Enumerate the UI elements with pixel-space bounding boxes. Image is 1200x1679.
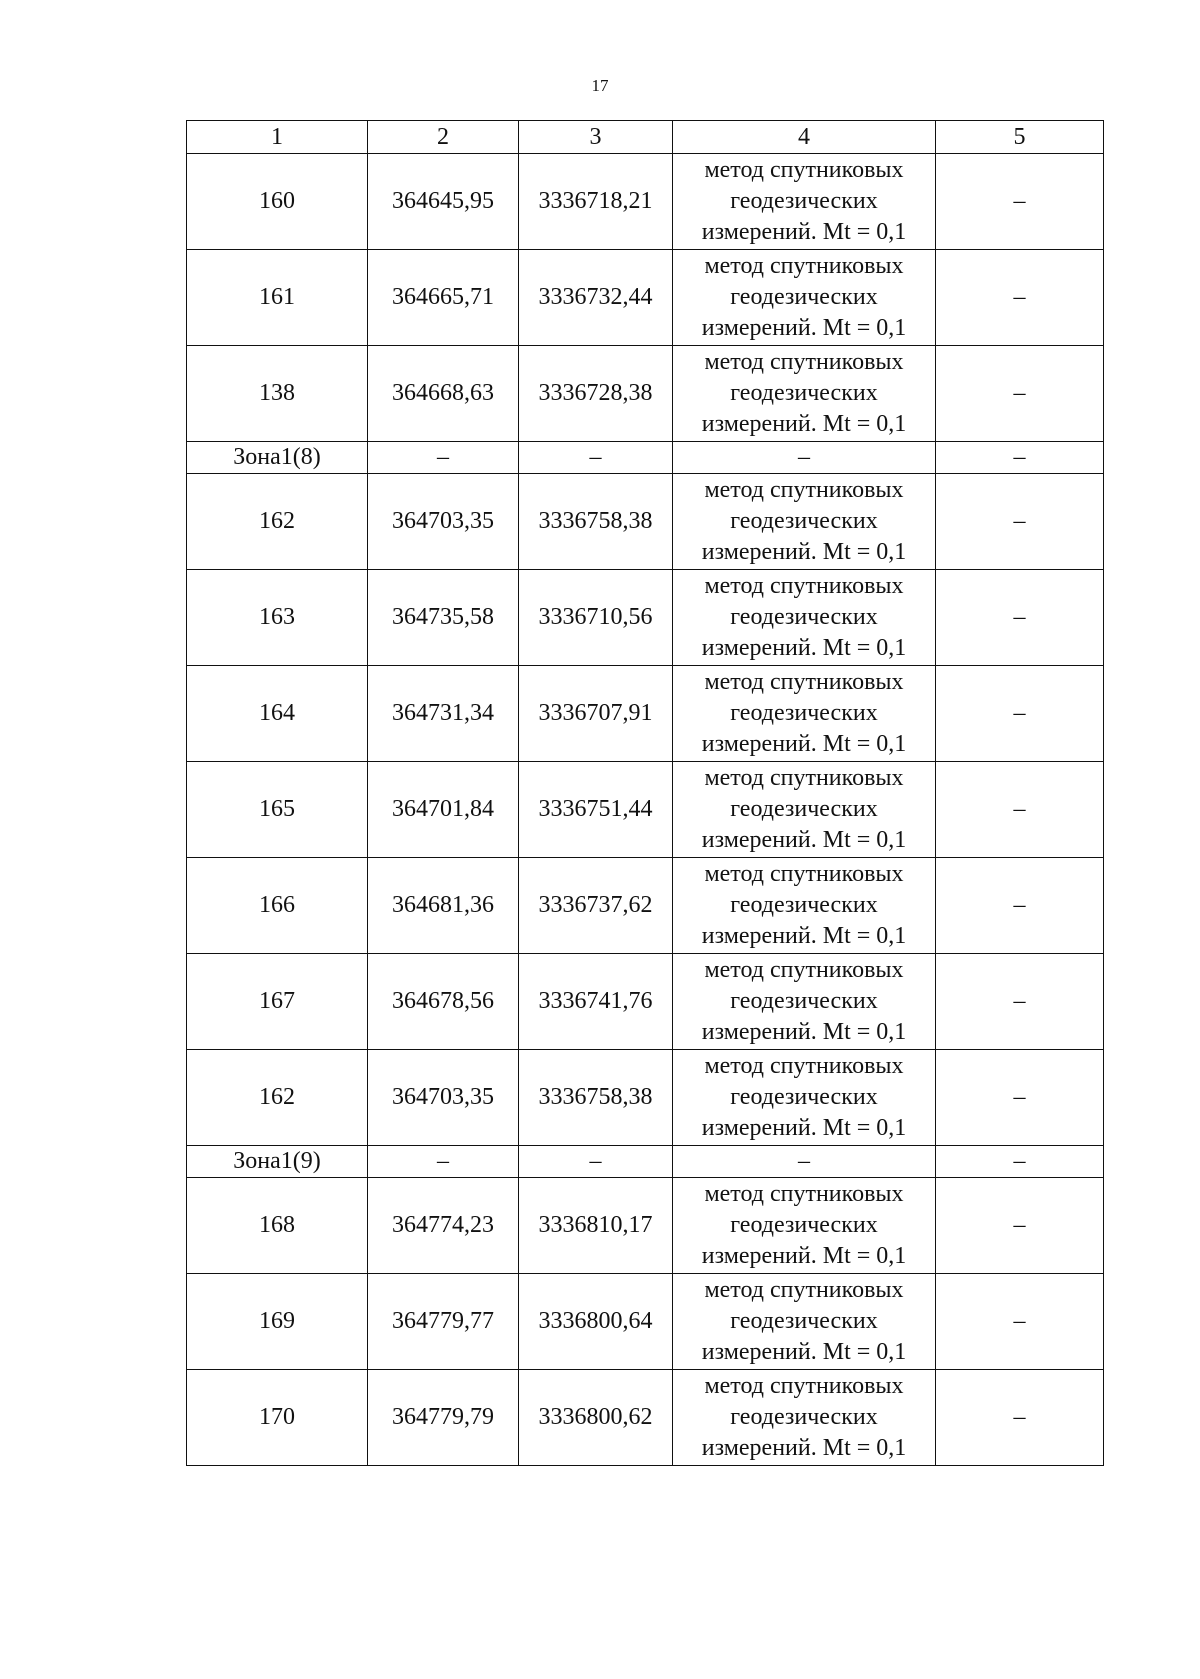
note-cell: – xyxy=(936,666,1104,762)
x-coordinate-cell: 364645,95 xyxy=(368,154,519,250)
point-number-cell: 167 xyxy=(187,954,368,1050)
method-cell xyxy=(673,154,936,250)
x-coordinate-cell: 364701,84 xyxy=(368,762,519,858)
method-text: метод спутниковых геодезических измерений. Mt = 0,1 xyxy=(701,477,907,565)
method-cell xyxy=(673,1370,936,1466)
table-row xyxy=(187,154,1104,250)
y-coordinate-cell: 3336732,44 xyxy=(519,250,673,346)
method-cell xyxy=(673,762,936,858)
method-cell xyxy=(673,1178,936,1274)
y-coordinate-cell: 3336718,21 xyxy=(519,154,673,250)
y-coordinate-cell: 3336810,17 xyxy=(519,1178,673,1274)
column-header: 5 xyxy=(936,121,1104,154)
zone-label-cell: Зона1(9) xyxy=(187,1146,368,1178)
method-cell xyxy=(673,858,936,954)
x-coordinate-cell: – xyxy=(368,442,519,474)
point-number-cell: 161 xyxy=(187,250,368,346)
zone-row xyxy=(187,442,1104,474)
note-cell: – xyxy=(936,442,1104,474)
y-coordinate-cell: – xyxy=(519,1146,673,1178)
x-coordinate-cell: 364779,77 xyxy=(368,1274,519,1370)
y-coordinate-cell: 3336710,56 xyxy=(519,570,673,666)
table-row xyxy=(187,570,1104,666)
method-cell xyxy=(673,1274,936,1370)
x-coordinate-cell: 364681,36 xyxy=(368,858,519,954)
table-row xyxy=(187,1274,1104,1370)
point-number-cell: 163 xyxy=(187,570,368,666)
y-coordinate-cell: 3336751,44 xyxy=(519,762,673,858)
x-coordinate-cell: 364735,58 xyxy=(368,570,519,666)
method-text: метод спутниковых геодезических измерений. Mt = 0,1 xyxy=(701,573,907,661)
method-text: метод спутниковых геодезических измерений. Mt = 0,1 xyxy=(701,1053,907,1141)
note-cell: – xyxy=(936,1050,1104,1146)
zone-row xyxy=(187,1146,1104,1178)
y-coordinate-cell: 3336758,38 xyxy=(519,474,673,570)
method-text: метод спутниковых геодезических измерений. Mt = 0,1 xyxy=(701,157,907,245)
x-coordinate-cell: 364668,63 xyxy=(368,346,519,442)
method-text: метод спутниковых геодезических измерений. Mt = 0,1 xyxy=(701,349,907,437)
method-cell: – xyxy=(673,442,936,474)
method-text: метод спутниковых геодезических измерений. Mt = 0,1 xyxy=(701,1181,907,1269)
column-header: 3 xyxy=(519,121,673,154)
y-coordinate-cell: 3336737,62 xyxy=(519,858,673,954)
note-cell: – xyxy=(936,1146,1104,1178)
table-row xyxy=(187,1370,1104,1466)
table-row xyxy=(187,858,1104,954)
zone-label-cell: Зона1(8) xyxy=(187,442,368,474)
y-coordinate-cell: 3336758,38 xyxy=(519,1050,673,1146)
note-cell: – xyxy=(936,1370,1104,1466)
x-coordinate-cell: 364678,56 xyxy=(368,954,519,1050)
method-text: метод спутниковых геодезических измерений. Mt = 0,1 xyxy=(701,253,907,341)
method-cell xyxy=(673,570,936,666)
y-coordinate-cell: 3336707,91 xyxy=(519,666,673,762)
y-coordinate-cell: 3336800,64 xyxy=(519,1274,673,1370)
note-cell: – xyxy=(936,570,1104,666)
point-number-cell: 138 xyxy=(187,346,368,442)
note-cell: – xyxy=(936,250,1104,346)
table-row xyxy=(187,1050,1104,1146)
note-cell: – xyxy=(936,858,1104,954)
note-cell: – xyxy=(936,346,1104,442)
x-coordinate-cell: 364665,71 xyxy=(368,250,519,346)
method-text: метод спутниковых геодезических измерений. Mt = 0,1 xyxy=(701,1373,907,1461)
y-coordinate-cell: – xyxy=(519,442,673,474)
method-cell xyxy=(673,1050,936,1146)
coordinates-table xyxy=(186,120,1104,1466)
method-text: метод спутниковых геодезических измерений. Mt = 0,1 xyxy=(701,1277,907,1365)
point-number-cell: 170 xyxy=(187,1370,368,1466)
table-row xyxy=(187,1178,1104,1274)
column-header: 2 xyxy=(368,121,519,154)
method-cell xyxy=(673,666,936,762)
point-number-cell: 160 xyxy=(187,154,368,250)
method-cell xyxy=(673,346,936,442)
page-number: 17 xyxy=(591,76,609,95)
note-cell: – xyxy=(936,762,1104,858)
table-row xyxy=(187,346,1104,442)
table-row xyxy=(187,666,1104,762)
method-cell xyxy=(673,954,936,1050)
note-cell: – xyxy=(936,1178,1104,1274)
note-cell: – xyxy=(936,1274,1104,1370)
point-number-cell: 162 xyxy=(187,474,368,570)
point-number-cell: 164 xyxy=(187,666,368,762)
method-text: метод спутниковых геодезических измерений. Mt = 0,1 xyxy=(701,669,907,757)
note-cell: – xyxy=(936,154,1104,250)
y-coordinate-cell: 3336728,38 xyxy=(519,346,673,442)
method-text: метод спутниковых геодезических измерений. Mt = 0,1 xyxy=(701,765,907,853)
method-cell xyxy=(673,474,936,570)
table-row xyxy=(187,954,1104,1050)
table-body xyxy=(187,121,1104,1466)
x-coordinate-cell: 364774,23 xyxy=(368,1178,519,1274)
method-cell xyxy=(673,250,936,346)
x-coordinate-cell: 364703,35 xyxy=(368,474,519,570)
table-header-row xyxy=(187,121,1104,154)
note-cell: – xyxy=(936,954,1104,1050)
point-number-cell: 168 xyxy=(187,1178,368,1274)
method-text: метод спутниковых геодезических измерений. Mt = 0,1 xyxy=(701,957,907,1045)
method-text: метод спутниковых геодезических измерений. Mt = 0,1 xyxy=(701,861,907,949)
y-coordinate-cell: 3336800,62 xyxy=(519,1370,673,1466)
column-header: 4 xyxy=(673,121,936,154)
method-cell: – xyxy=(673,1146,936,1178)
point-number-cell: 165 xyxy=(187,762,368,858)
x-coordinate-cell: 364731,34 xyxy=(368,666,519,762)
note-cell: – xyxy=(936,474,1104,570)
table-row xyxy=(187,250,1104,346)
column-header: 1 xyxy=(187,121,368,154)
x-coordinate-cell: – xyxy=(368,1146,519,1178)
point-number-cell: 162 xyxy=(187,1050,368,1146)
x-coordinate-cell: 364779,79 xyxy=(368,1370,519,1466)
table-row xyxy=(187,762,1104,858)
point-number-cell: 169 xyxy=(187,1274,368,1370)
table-row xyxy=(187,474,1104,570)
y-coordinate-cell: 3336741,76 xyxy=(519,954,673,1050)
point-number-cell: 166 xyxy=(187,858,368,954)
x-coordinate-cell: 364703,35 xyxy=(368,1050,519,1146)
